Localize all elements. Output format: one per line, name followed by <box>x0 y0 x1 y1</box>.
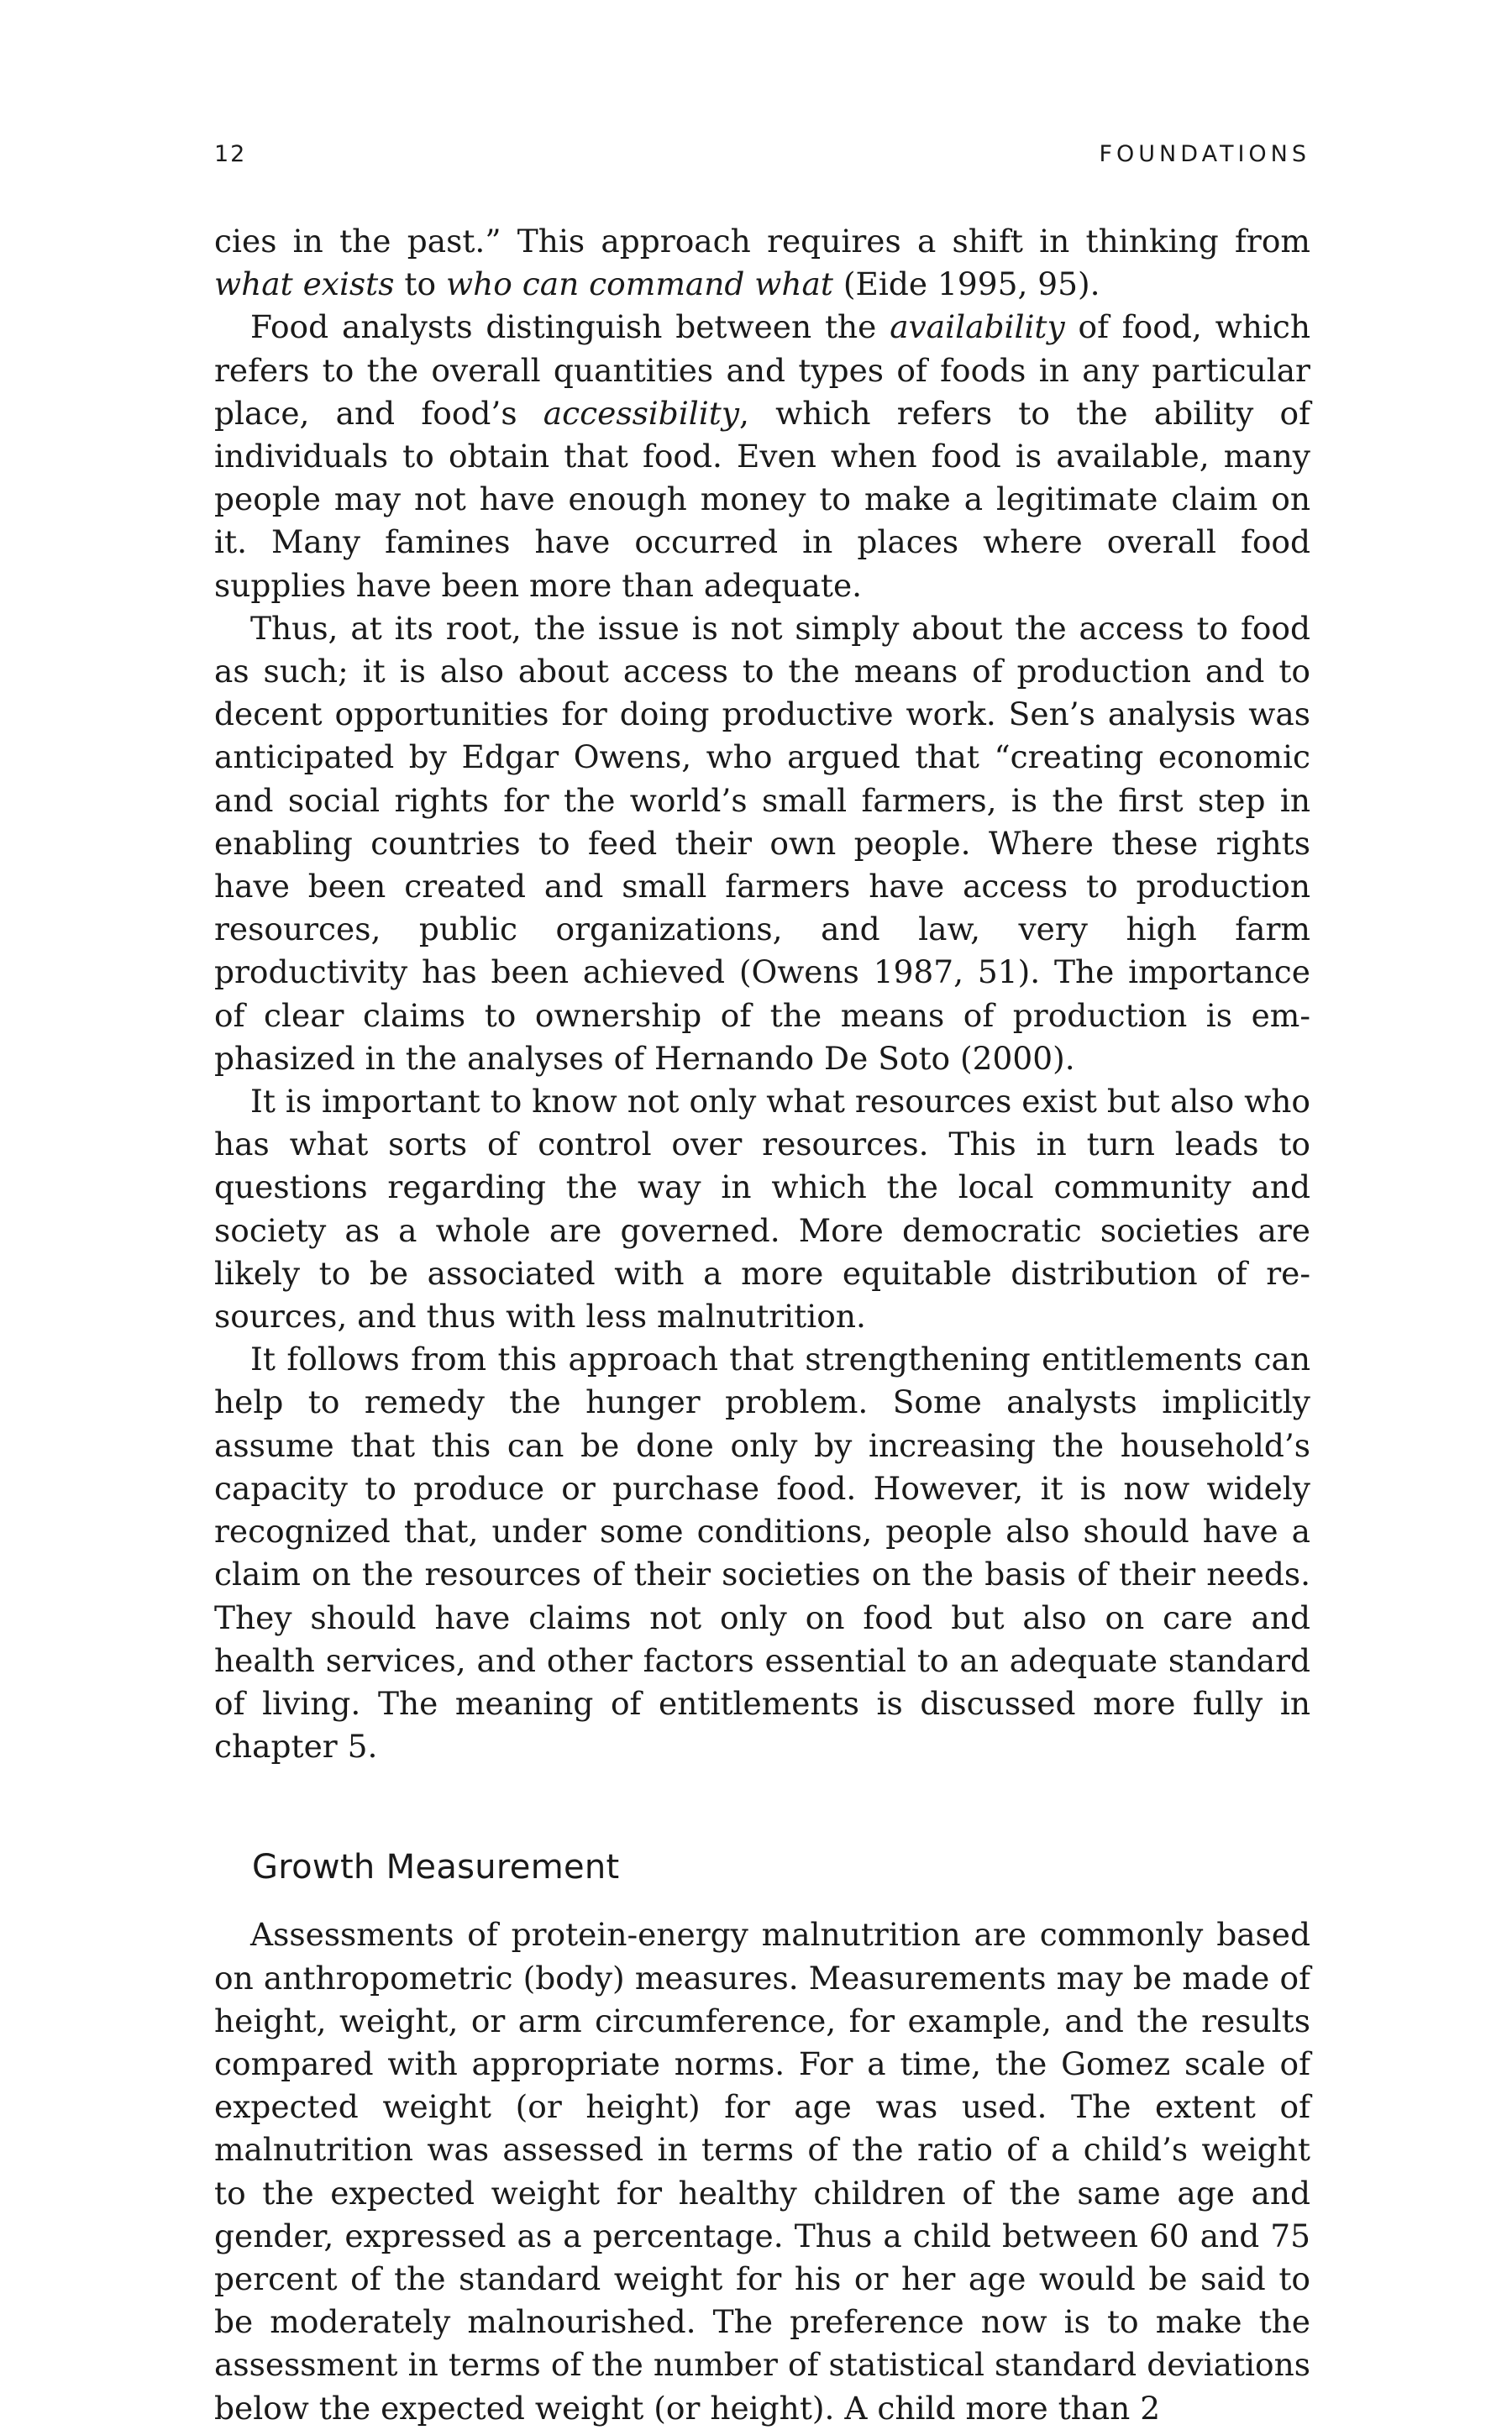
paragraph-1-italic-b: who can command what <box>446 265 833 303</box>
paragraph-1 <box>214 220 1310 306</box>
paragraph-2-italic-a: availability <box>890 308 1065 346</box>
running-title: FOUNDATIONS <box>1099 141 1310 167</box>
paragraph-5: It follows from this approach that strengthening entitlements can help to remedy the hunger problem. Some analysts implicitly assume that this can be done only by increasing the household’s capacity to produce or purchase food. However, it is now widely recognized that, under some conditions, people also should have a claim on the resources of their societies on the basis of their needs. They should have claims not only on food but also on care and health services, and other factors essential to an adequate standard of living. The meaning of entitlements is discussed more fully in chapter 5. <box>214 1341 1310 1766</box>
paragraph-2-text-a: Food analysts distinguish between the <box>250 308 890 346</box>
paragraph-1-text-c: (Eide 1995, 95). <box>833 265 1100 303</box>
paragraph-4: It is important to know not only what resources exist but also who has what sorts of control over resources. This in turn leads to questions regarding the way in which the local community and society as a whole are governed. More democratic societies are likely to be associated with a more equitable distribution of resources, and thus with less malnutrition. <box>214 1083 1310 1336</box>
paragraph-2-text-b: of food, which refers to the overall quantities and types of foods in any particular place, and food’s <box>214 308 1310 432</box>
paragraph-2 <box>214 306 1310 606</box>
paragraph-1-text-a: cies in the past.” This approach requires a shift in thinking from <box>214 223 1310 260</box>
paragraph-2-italic-b: accessibility <box>543 394 740 432</box>
paragraph-3: Thus, at its root, the issue is not simply about the access to food as such; it is also about access to the means of production and to decent opportunities for doing productive work. Sen’s analysis was anticipated by Edgar Owens, who argued that “creating economic and social rights for the world’s small farmers, is the first step in enabling countries to feed their own people. Where these rights have been created and small farmers have access to production resources, public organizations, and law, very high farm productivity has been achieved (Owens 1987, 51). The importance of clear claims to ownership of the means of production is emphasized in the analyses of Hernando De Soto (2000). <box>214 609 1310 1077</box>
paragraph-2-text-c: , which refers to the ability of individuals to obtain that food. Even when food is available, many people may not have enough money to make a legitimate claim on it. Many famines have occurred in places where overall food supplies have been more than adequate. <box>214 394 1310 604</box>
page-number: 12 <box>214 141 247 167</box>
paragraph-1-italic-a: what exists <box>214 265 395 303</box>
paragraph-6: Assessments of protein-energy malnutrition are commonly based on anthropometric (body) measures. Measurements may be made of height, weight, or arm circumference, for example, and the results compared with appropriate norms. For a time, the Gomez scale of expected weight (or height) for age was used. The extent of malnutrition was assessed in terms of the ratio of a child’s weight to the expected weight for healthy children of the same age and gender, expressed as a percentage. Thus a child between 60 and 75 percent of the standard weight for his or her age would be said to be moderately malnourished. The preference now is to make the assessment in terms of the number of statistical standard deviations below the expected weight (or height). A child more than 2 <box>214 1916 1310 2427</box>
paragraph-1-text-b: to <box>394 265 446 303</box>
section-heading: Growth Measurement <box>252 1848 620 1887</box>
body-text <box>214 220 1310 2430</box>
running-head <box>214 141 1310 175</box>
